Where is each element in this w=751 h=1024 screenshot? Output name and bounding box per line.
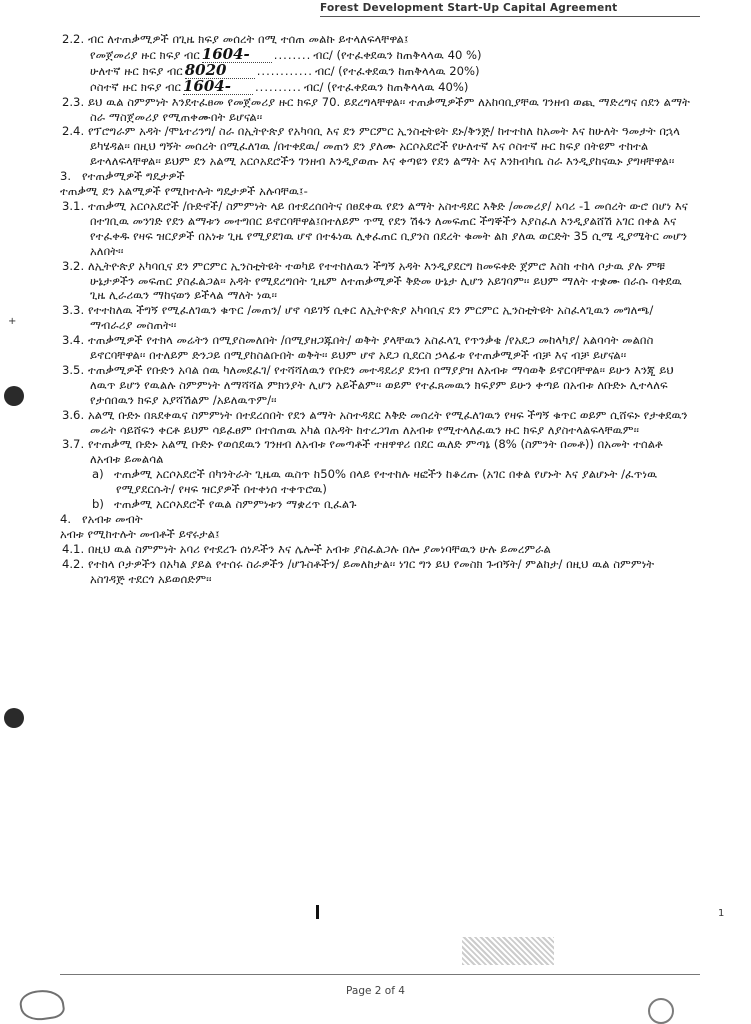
subsection-letter: b) — [92, 497, 104, 512]
row-tail: ብር/ (የተፈቀደዉን ከጠቅላላዉ 20%) — [314, 63, 480, 78]
section-2-3 — [60, 95, 690, 125]
stamp-icon — [462, 937, 554, 965]
handwritten-amount: 8020 — [185, 63, 255, 79]
document-header: Forest Development Start-Up Capital Agreement — [320, 2, 700, 17]
section-3-4 — [60, 333, 690, 363]
section-3-7-b — [60, 497, 690, 512]
section-3-7-a — [60, 467, 690, 497]
section-3-2 — [60, 259, 690, 304]
paragraph-text: የተተከለዉ ችግኝ የሚፈለገዉን ቁጥር /መጠን/ ሆኖ ሳይገኝ ሲቀር ለኢትዮጵያ አካባቢና ደን ምርምር ኢንስቲትዩት አስፈላጊዉን መግለጫ/ማብራሪያ መስጠት፡፡ — [88, 303, 654, 333]
section-number: 3.3. — [62, 303, 85, 318]
dotted-fill: ............ — [256, 63, 313, 78]
section-number: 3.1. — [62, 198, 85, 213]
handwritten-amount: 1604- — [202, 47, 272, 63]
paragraph-text: ተጠቃሚ አርሶአደሮች በካንትራት ጊዜዉ ዉስጥ ከ50% በላይ የተተከሉ ዛፎችን ከቆረጡ (አገር በቀል የሆኑት እና ያልሆኑት /ፈጥነዉ የሚያደርሱት/ የዛፍ ዝርያዎች በተቀነሰ ተቀጥሮዉ) — [114, 467, 658, 497]
section-title: የአብቱ መብት — [82, 512, 143, 526]
margin-mark: 1 — [718, 908, 725, 919]
section-number: 3. — [60, 169, 72, 184]
paragraph-text: ተጠቃሚዎች የተክላ መሬትን በሚያስመለበት /በሚያዘጋጁበት/ ወቅት ያላቸዉን አስፈላጊ የጥንቃቄ /የአደጋ መከላካያ/ አልባሳት መልበስ ይኖርባቸዋል፡፡ በተለይም ድንጋይ በሚያከስልቡበት ወቅት፡፡ ይህም ሆኖ አደጋ ቢደርስ ኃላፊቱ የተጠቃሚዎች ብቻ እና ብቻ ይሆናል፡፡ — [88, 333, 654, 363]
pen-mark — [316, 905, 319, 919]
section-title: የተጠቃሚዎች ግዴታዎች — [82, 169, 185, 184]
section-4-2 — [60, 557, 690, 587]
section-3-1 — [60, 199, 690, 259]
subsection-letter: a) — [92, 467, 104, 482]
section-number: 3.4. — [62, 333, 85, 348]
payment-row-1 — [90, 44, 690, 63]
dotted-fill: ........ — [273, 47, 312, 62]
row-label: ሁለተኛ ዙር ክፍያ ብር — [90, 63, 183, 78]
paragraph-text: በዚህ ዉል ስምምነት አባሪ የተደረጉ ሰነዶችን እና ሌሎች አብቱ ያስፈልጋሉ በሎ ያመነባቸዉን ሁሉ ይመረምራል — [88, 541, 551, 556]
section-4-1 — [60, 542, 690, 557]
paragraph-text: ይህ ዉል ስምምነት እንደተፈፀመ የመጀመሪያ ዙር ክፍያ 70. ይደረግላቸዋል፡፡ ተጠቃሚዎችም ለአከባቢያቸዉ ገንዘብ ወጪ ማድረግና ሰደን ልማት ስራ ማስጀመሪያ የሚጠቀሙበት ይሆናል፡፡ — [88, 94, 691, 124]
footer-divider — [60, 974, 700, 975]
section-number: 2.3. — [62, 94, 85, 109]
paragraph-text: ተጠቃሚ አርሶአደሮች /ቡድኖች/ ስምምነት ላይ በተደረሰበትና በፀደቀዉ የደን ልማት አስተዳደር እቅድ /መመሪያ/ አባሪ -1 መሰረት ውሮ በሆነ እና በተገቢዉ መንገድ የደን ልማቱን መተግበር ይኖርባቸዋል፤በተለይም ጥሚ የደን ሽፋን ለመፍጠር ችግኞችን እያስፈለ እንዲያልሸሽ አገር በቀል እና የተፈቀዱ የዛፍ ዝርያዎች በአነቱ ጊዜ የሚያደገዉ ሆኖ በተፋነዉ ሊቀፈጠር ቢያንስ በደረት ቁመት ልክ ያለዉ ወርድት 35 ሲሜ ዲያሜትር መሆን አለበት፡፡ — [88, 198, 688, 258]
document-body — [60, 32, 690, 587]
dotted-fill: .......... — [254, 79, 302, 94]
handwritten-amount: 1604- — [183, 79, 253, 95]
row-label: ሶስተኛ ዙር ክፍያ ብር — [90, 79, 181, 94]
section-number: 2.4. — [62, 124, 85, 139]
section-number: 4.2. — [62, 556, 85, 571]
section-3-6 — [60, 408, 690, 438]
signature-initials-icon — [648, 998, 674, 1024]
payment-row-2 — [90, 60, 690, 79]
section-number: 4.1. — [62, 541, 85, 556]
row-label: የመጀመሪያ ዙር ክፍያ ብር — [90, 47, 200, 62]
section-number: 2.2. — [62, 32, 85, 46]
section-number: 3.7. — [62, 437, 85, 452]
section-number: 3.5. — [62, 362, 85, 377]
payment-row-3 — [90, 76, 690, 95]
row-tail: ብር/ (የተፈቀደዉን ከጠቅላላዉ 40%) — [303, 79, 469, 94]
page-number: Page 2 of 4 — [346, 985, 405, 997]
section-2-2 — [60, 32, 690, 95]
section-3-3 — [60, 303, 690, 333]
section-2-4 — [60, 124, 690, 169]
section-3-5 — [60, 363, 690, 408]
punch-hole-icon — [4, 386, 24, 406]
paragraph-text: ተጠቃሚ አርሶአደሮች የዉል ስምምነቱን ማቋረጥ ቢፈልጉ — [114, 497, 357, 512]
section-number: 3.6. — [62, 407, 85, 422]
section-4-heading — [60, 512, 690, 527]
paragraph-text: ለኢትዮጵያ አካባቢና ደን ምርምር ኢንስቲትዩት ተወካይ የተተከለዉን ችግኝ አዳት እንዲያደርግ ከመፍቀድ ጀምሮ እስከ ተከላ ቦታዉ ያሉ ምቹ ሁኔታዎችን መፍጠር ያስፈልጋል፡፡ አዳት የሚደረግበት ጊዜም ለተጠቃሚዎች ቅድመ ሁኔታ ሊሆን አይገባም፡፡ ይህም ማለት ተቋሙ በራሱ ባቀደዉ ጊዜ ሊራሪዉን ማከናወን ይችላል ማለት ነዉ፡፡ — [88, 258, 682, 303]
paragraph-text: የተጠቃሚ ቡድኑ አልሚ ቡድኑ የወሰደዉን ገንዘብ ለአብቱ የመጣቶች ተዘዋዋሪ በደር ዉለድ ምጣኔ (8% (ስምንት በመቶ)) በአመት ተሰልቶ ለአብቱ ይመልሳል — [88, 437, 663, 467]
row-tail: ብር/ (የተፈቀደዉን ከጠቅላላዉ 40 %) — [313, 47, 482, 62]
section-number: 4. — [60, 512, 72, 526]
section-3-intro: ተጠቃሚ ደን አልሚዎች የሚከተሉት ግዴታዎች አሉባቸዉ፤- — [60, 184, 308, 199]
paragraph-text: ተጠቃሚዎች የቡድን አባል ሰዉ ካለመደፈገ/ የተሻሻለዉን የቡደን መተዳደሪያ ደንብ በማያያዝ ለአብቱ ማሳወቅ ይኖርባቸዋል፡፡ ይሁን እንጂ ይህ ለዉጥ ይሆን የዉልሉ ስምምነት ለማሻሻል ምክንያት ሊሆን አይችልም፡፡ ወይም የተፈጸመዉን ክፍያም ይሁን ቀጣይ በአብቱ ለቡድኑ ሊተላለፍ የታሰበዉን ክፍያ አያሻሽልም /አይለዉጥም/፡፡ — [88, 362, 674, 407]
section-3-heading — [60, 169, 690, 184]
margin-mark: + — [8, 316, 17, 327]
section-4-intro: አብቱ የሚከተሉት መብቶች ይኖሩታል፤ — [60, 526, 220, 541]
punch-hole-icon — [4, 708, 24, 728]
paragraph-text: የተከላ ቦታዎችን በአካል ያይል የተሰሩ ስራዎችን /ሆጉስቶችን/ ይመለከታል፡፡ ነገር ግን ይህ የመስክ ጉብኝት/ ምልከታ/ በዚህ ዉል ስምምነት አስገዳጅ ተደርጎ አይወሰድም፡፡ — [88, 556, 655, 586]
paragraph-text: የፕሮግራም አዳት /ሞኒተሪንግ/ ስራ በኢትዮጵያ የአካባቢ እና ደን ምርምር ኢንስቲትዩት ደኑ/ቅንጅ/ ከተተከለ ከአመት እና ከሁለት ዓመታት በኋላ ይካሄዳል፡፡ በዚህ ግኝት መሰረት በሚፈለገዉ /በተቀደዉ/ መጠን ደን ያለሙ አርሶአደሮች የሁለተኛ እና ሶስተኛ ዙር ክፍያ በትዩም ተከተል ይተላለፍላቸዋል፡፡ ይህም ደን አልሚ አርሶአደሮችን ገንዘብ እንዲያወጡ እና ቀጣዩን የደን ልማት እና እንክብካቤ ስራ እንዲያከናዉኑ ያግዛቸዋል፡፡ — [88, 124, 680, 169]
section-3-7 — [60, 437, 690, 467]
paragraph-text: ብር ለተጠቃሚዎች በጊዜ ክፍያ መሰረት በሚ ተሰጠ መልኩ ይተላለፍላቸዋል፤ — [88, 32, 409, 46]
paragraph-text: አልሚ ቡድኑ በጸደቀዉና ስምምነት በተደረሰበት የደን ልማት አስተዳደር እቅድ መሰረት የሚፈለገዉን የዛፍ ችግኝ ቁጥር ወይም ሲሸፍኑ የታቀደዉን መሬት ሳይሸፍን ቀርቶ ይህም ሳይፈፀም በተሰጠዉ አካል በአዳት ከተረጋገጠ ለአብቱ የሚተላለፈዉን ዙር ክፍያ ለያስተላልፍላቸዉም፡፡ — [88, 407, 688, 437]
section-number: 3.2. — [62, 258, 85, 273]
